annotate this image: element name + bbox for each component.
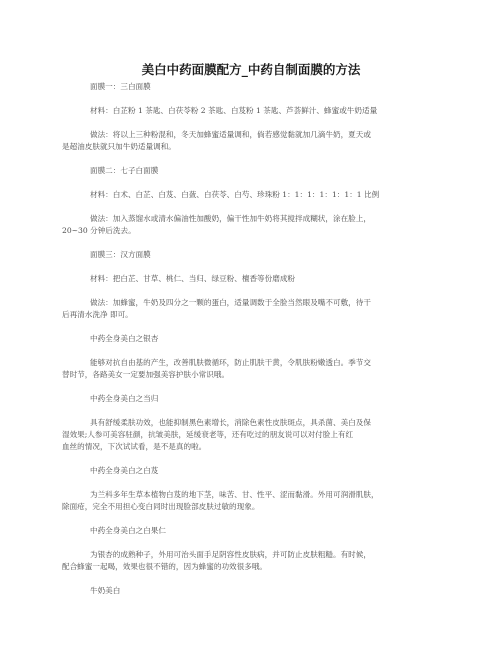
section-heading-ginkgo-nut: 中药全身美白之白果仁 xyxy=(90,526,166,535)
section-heading-mask-1: 面膜一：三白面膜 xyxy=(90,82,151,91)
method-text-1-cont: 是超油皮肤就只加牛奶适量调和。 xyxy=(62,142,176,151)
ginkgo-nut-text-cont: 配合蜂蜜一起喝，效果也很不错的，因为蜂蜜的功效很多哦。 xyxy=(62,562,268,571)
section-heading-ginkgo: 中药全身美白之银杏 xyxy=(90,334,159,343)
angelica-text-cont-2: 血丝的情况，下次试试看，是不是真的啦。 xyxy=(62,442,207,451)
ginkgo-text: 能够对抗自由基的产生，改善肌肤微循环，防止肌肤干黄，令肌肤粉嫩透白。季节交 xyxy=(90,358,371,367)
section-heading-angelica: 中药全身美白之当归 xyxy=(90,394,159,403)
angelica-text: 具有舒缓柔肤功效，也能抑制黑色素增长，消除色素性皮肤斑点，具杀菌、美白及保 xyxy=(90,418,371,427)
method-text-3: 做法：加蜂蜜，牛奶及四分之一颗的蛋白，适量调数于全脸当然眼及嘴不可敷，待干 xyxy=(90,298,371,307)
method-text-1: 做法：将以上三种粉混和，冬天加蜂蜜适量调和，倘若感觉黏就加几滴牛奶，夏天或 xyxy=(90,130,371,139)
section-heading-mask-3: 面膜三：汉方面膜 xyxy=(90,250,151,259)
materials-text-3: 材料：把白芷、甘草、桃仁、当归、绿豆粉、檀香等份磨成粉 xyxy=(90,274,296,283)
section-heading-milk: 牛奶美白 xyxy=(90,586,121,595)
section-heading-mask-2: 面膜二：七子白面膜 xyxy=(90,166,159,175)
page-title: 美白中药面膜配方_中药自制面膜的方法 xyxy=(141,62,361,77)
materials-text-1: 材料：白芷粉 1 茶匙、白茯苓粉 2 茶匙、白芨粉 1 茶匙、芦荟鲜汁、蜂蜜或牛奶适量 xyxy=(90,106,378,115)
bletilla-text-cont: 除面疮，完全不用担心变白同时出现脸部皮肤过敏的现象。 xyxy=(62,502,260,511)
method-text-2: 做法：加入蒸馏水或清水偏油性加酸奶，偏干性加牛奶将其搅拌成糊状，涂在脸上， xyxy=(90,214,371,223)
method-text-2-cont: 20~30 分钟后洗去。 xyxy=(62,226,136,235)
bletilla-text: 为兰科多年生草本植物白芨的地下茎，味苦、甘、性平、涩而黏滑。外用可润滑肌肤， xyxy=(90,490,379,499)
section-heading-bletilla: 中药全身美白之白芨 xyxy=(90,466,159,475)
ginkgo-nut-text: 为银杏的成熟种子，外用可治头面手足阴容性皮肤病，并可防止皮肤粗糙。有时候， xyxy=(90,550,371,559)
materials-text-2: 材料：白术、白芷、白芨、白蔹、白茯苓、白芍、珍珠粉 1：1：1：1：1：1：1 比例 xyxy=(90,190,380,199)
ginkgo-text-cont: 替时节，各路美女一定要加强美容护肤小常识哦。 xyxy=(62,370,230,379)
angelica-text-cont-1: 湿效果;人参可美容驻颜，抗皱美肤，延缓衰老等，还有吃过的朋友说可以对付脸上有红 xyxy=(62,430,354,439)
method-text-3-cont: 后再清水洗净 即可。 xyxy=(62,310,133,319)
